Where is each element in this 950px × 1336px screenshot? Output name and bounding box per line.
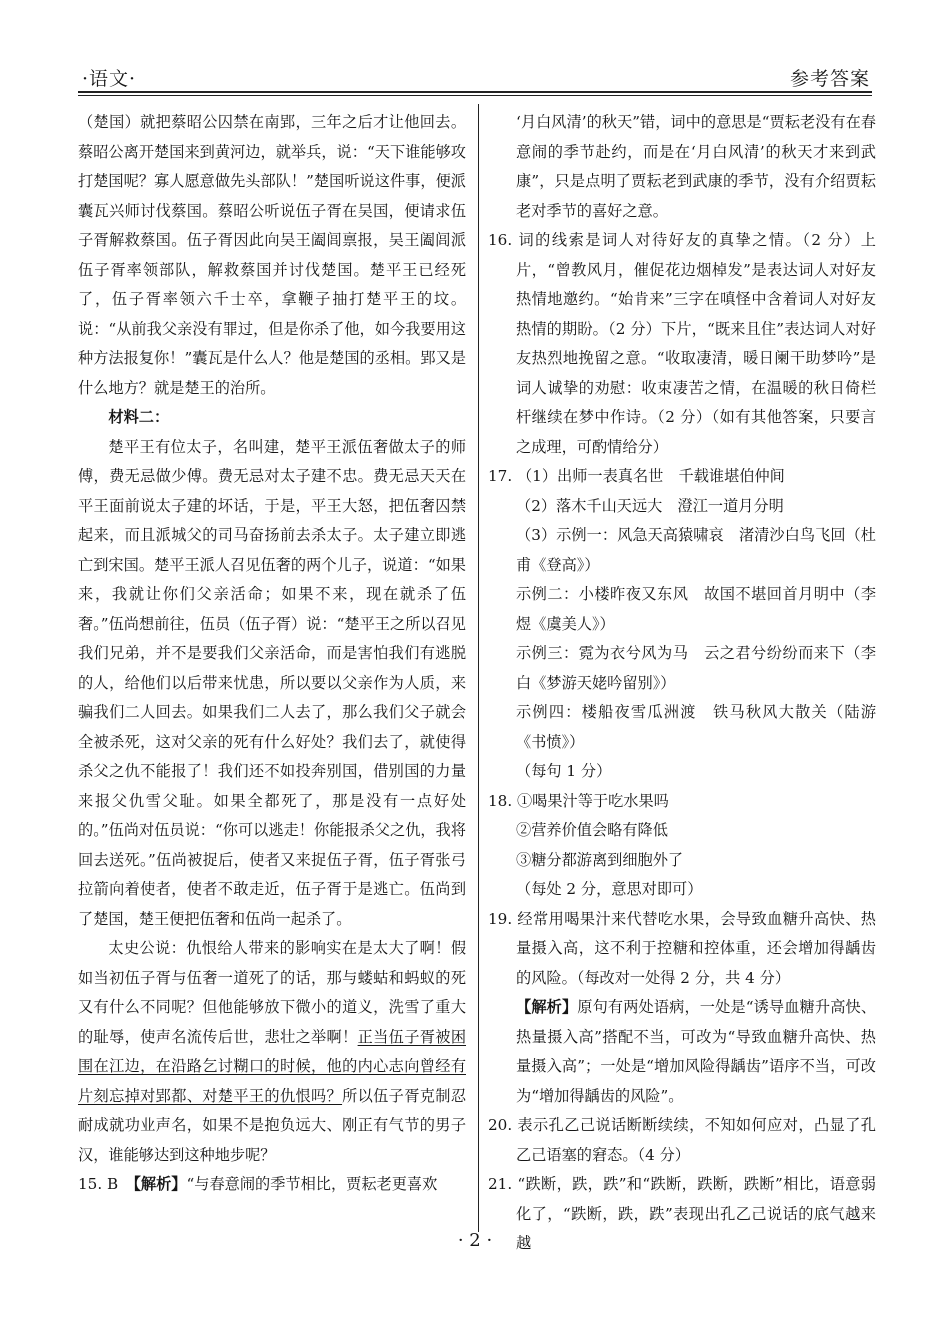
answer-17-example-2: 示例二：小楼昨夜又东风 故国不堪回首月明中（李煜《虞美人》） [516, 585, 876, 633]
answer-18-line-1: 18. ①喝果汁等于吃水果吗 [488, 791, 669, 810]
answer-15-number: 15. B [78, 1175, 134, 1193]
answer-17-example-3: 示例三：霓为衣兮风为马 云之君兮纷纷而来下（李白《梦游天姥吟留别》） [516, 644, 876, 692]
page-number: · 2 · [457, 1230, 493, 1251]
material1-paragraph: （楚国）就把蔡昭公囚禁在南郢，三年之后才让他回去。蔡昭公离开楚国来到黄河边，就举兵，说：“天下谁能够攻打楚国呢？寡人愿意做先头部队！”楚国听说这件事，便派囊瓦兴师讨伐蔡国。蔡昭公听说伍子胥在吴国，便请求伍子胥解救蔡国。伍子胥因此向吴王阖闾禀报，吴王阖闾派伍子胥率领部队，解救蔡国并讨伐楚国。楚平王已经死了，伍子胥率领六千士卒，拿鞭子抽打楚平王的坟。说：“从前我父亲没有罪过，但是你杀了他，如今我要用这种方法报复你！”囊瓦是什么人？他是楚国的丞相。郢又是什么地方？就是楚王的治所。 [78, 113, 466, 397]
answer-15-text: “与春意闹的季节相比，贾耘老更喜欢 [186, 1175, 438, 1193]
answer-20: 20. 表示孔乙己说话断断续续，不知如何应对，凸显了孔乙己语塞的窘态。（4 分） [488, 1116, 876, 1164]
header-section-title: 参考答案 [789, 68, 870, 90]
historian-comment-paragraph [78, 934, 466, 1170]
answer-15 [78, 1170, 466, 1200]
analysis-tag: 【解析】 [133, 1175, 187, 1193]
left-column [78, 108, 466, 1200]
analysis-tag: 【解析】 [516, 998, 578, 1016]
answer-16: 16. 词的线索是词人对待好友的真挚之情。（2 分）上片，“曾教风月，催促花边烟棹发”是表达词人对好友热情地邀约。“始肯来”三字在嗔怪中含着词人对好友热情的期盼。（2 分）下片，“既来且住”表达词人对好友热烈地挽留之意。“收取凄清，暖日阑干助梦吟”是词人诚挚的劝慰：收束凄苦之情，在温暖的秋日倚栏杆继续在梦中作诗。（2 分）（如有其他答案，只要言之成理，可酌情给分） [488, 231, 876, 456]
answer-19-analysis-text: 原句有两处语病，一处是“诱导血糖升高快、热量摄入高”搭配不当，可改为“导致血糖升高快、热量摄入高”；一处是“增加风险得龋齿”语序不当，可改为“增加得龋齿的风险”。 [516, 998, 877, 1105]
answer-17-line-3: （3）示例一：风急天高猿啸哀 渚清沙白鸟飞回（杜甫《登高》） [516, 526, 876, 574]
header-rule-thick [78, 91, 872, 93]
column-divider [478, 104, 479, 1232]
comment-text-b: 所以伍子胥克制忍耐成就功业声名，如果不是抱负远大、刚正有气节的男子汉，谁能够达到这种地步呢？ [78, 1086, 467, 1164]
answer-18-line-2: ②营养价值会略有降低 [516, 821, 668, 839]
header-subject: ·语文· [82, 68, 137, 90]
answer-17-line-1: 17. （1）出师一表真名世 千载谁堪伯仲间 [488, 467, 785, 485]
answer-18-line-3: ③糖分都游离到细胞外了 [516, 850, 684, 869]
comment-text-a: 太史公说：仇恨给人带来的影响实在是太大了啊！假如当初伍子胥与伍奢一道死了的话，那与蝼蛄和蚂蚁的死又有什么不同呢？但他能够放下微小的道义，洗雪了重大的耻辱，使声名流传后世，悲壮之举啊！ [78, 939, 466, 1046]
answer-19: 19. 经常用喝果汁来代替吃水果，会导致血糖升高快、热量摄入高，这不利于控糖和控体重，还会增加得龋齿的风险。（每改对一处得 2 分，共 4 分） [488, 909, 876, 987]
answer-17-example-4: 示例四：楼船夜雪瓜洲渡 铁马秋风大散关（陆游《书愤》） [516, 703, 876, 751]
answer-17-line-2: （2）落木千山天远大 澄江一道月分明 [516, 496, 784, 515]
underlined-sentence: 正当伍子胥被困围在江边，在沿路乞讨糊口的时候，他的内心志向曾经有片刻忘掉对郢都、对楚平王的仇恨吗？ [78, 1027, 467, 1105]
answer-21: 21. “跌断，跌，跌”和“跌断，跌断，跌断”相比，语意弱化了，“跌断，跌，跌”表现出孔乙己说话的底气越来越 [488, 1175, 876, 1252]
right-column [488, 108, 876, 1259]
answer-19-analysis [488, 993, 876, 1111]
answer-15-continued: ‘月白风清’的秋天”错，词中的意思是“贾耘老没有在春意闹的季节赴约，而是在‘月白风清’的秋天才来到武康”，只是点明了贾耘老到武康的季节，没有介绍贾耘老对季节的喜好之意。 [516, 113, 876, 220]
answer-18-score: （每处 2 分，意思对即可） [516, 880, 703, 898]
material2-heading: 材料二： [108, 408, 170, 426]
header-rule-thin [78, 95, 872, 96]
material2-paragraph: 楚平王有位太子，名叫建，楚平王派伍奢做太子的师傅，费无忌做少傅。费无忌对太子建不忠。费无忌天天在平王面前说太子建的坏话，于是，平王大怒，把伍奢囚禁起来，而且派城父的司马奋扬前去杀太子。太子建立即逃亡到宋国。楚平王派人召见伍奢的两个儿子，说道：“如果来，我就让你们父亲活命；如果不来，现在就杀了伍奢。”伍尚想前往，伍员（伍子胥）说：“楚平王之所以召见我们兄弟，并不是要我们父亲活命，而是害怕我们有逃脱的人，给他们以后带来忧患，所以要以父亲作为人质，来骗我们二人回去。如果我们二人去了，那么我们父子就会全被杀死，这对父亲的死有什么好处？我们去了，就使得杀父之仇不能报了！我们还不如投奔别国，借别国的力量来报父仇雪父耻。如果全都死了，那是没有一点好处的。”伍尚对伍员说：“你可以逃走！你能报杀父之仇，我将回去送死。”伍尚被捉后，使者又来捉伍子胥，伍子胥张弓拉箭向着使者，使者不敢走近，伍子胥于是逃亡。伍尚到了楚国，楚王便把伍奢和伍尚一起杀了。 [78, 437, 466, 928]
answer-17-score: （每句 1 分） [516, 762, 612, 780]
